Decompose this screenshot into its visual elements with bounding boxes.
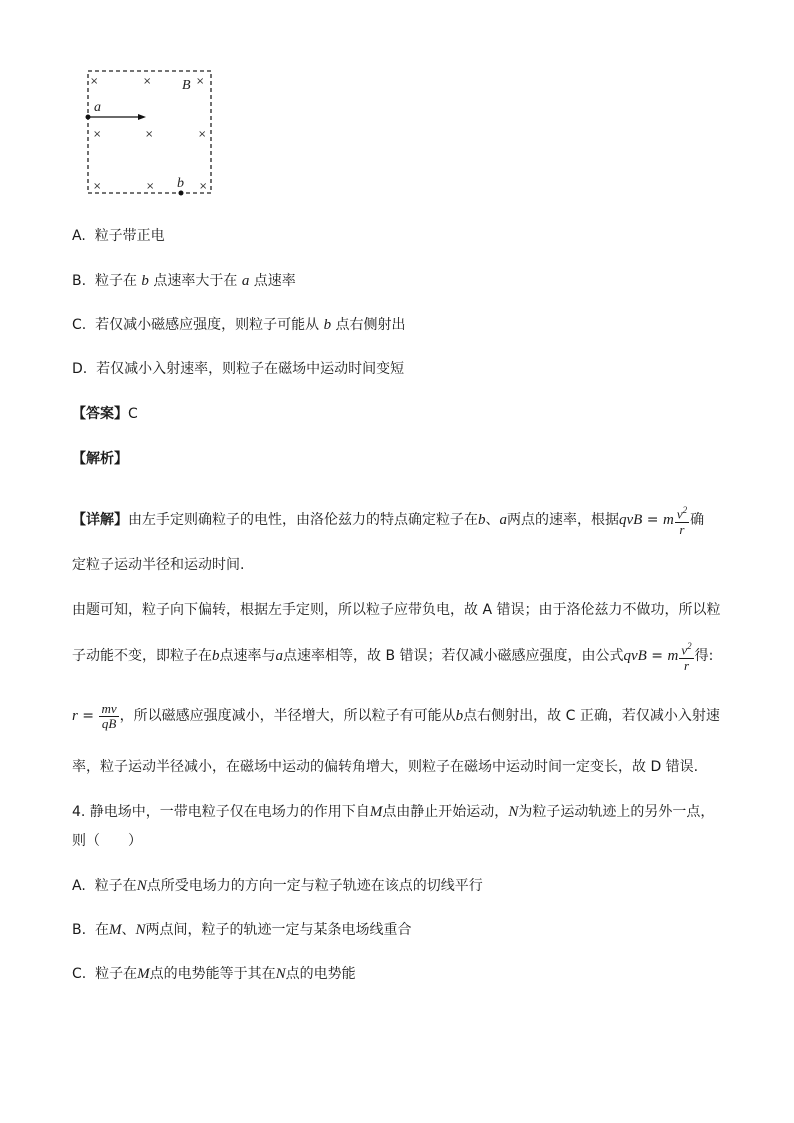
option-a: A. 粒子带正电 bbox=[72, 228, 165, 244]
q4-option-c: C. 粒子在M点的电势能等于其在N点的电势能 bbox=[72, 966, 356, 982]
detail-line-3: 由题可知，粒子向下偏转，根据左手定则，所以粒子应带负电，故 A 错误；由于洛伦兹力不做功，所以粒 bbox=[72, 602, 721, 618]
answer: 【答案】C bbox=[72, 406, 138, 422]
option-c: C. 若仅减小磁感应强度，则粒子可能从 b 点右侧射出 bbox=[72, 317, 406, 333]
formula-fraction: $\frac{v^2}{r}$ bbox=[676, 505, 688, 537]
point-b-dot bbox=[179, 191, 184, 196]
field-label: B bbox=[182, 78, 191, 93]
q4-option-b: B. 在M、N两点间，粒子的轨迹一定与某条电场线重合 bbox=[72, 922, 412, 938]
field-cross: × bbox=[199, 181, 208, 192]
detail-line-5: r = $\frac{mv}{qB}$ ，所以磁感应强度减小，半径增大，所以粒子有可能从b点右侧射出，故 C 正确，若仅减小入射速 bbox=[72, 700, 720, 731]
detail-line-2: 定粒子运动半径和运动时间. bbox=[72, 557, 245, 573]
question4-stem-cont: 则（ ） bbox=[72, 833, 142, 849]
field-cross: × bbox=[143, 76, 152, 87]
magnetic-field-diagram bbox=[80, 64, 220, 200]
question4-stem: 4. 静电场中，一带电粒子仅在电场力的作用下自M点由静止开始运动，N为粒子运动轨迹上的另外一点， bbox=[72, 804, 715, 820]
field-cross: × bbox=[93, 181, 102, 192]
analysis-label: 【解析】 bbox=[72, 451, 128, 467]
option-b: B. 粒子在 b 点速率大于在 a 点速率 bbox=[72, 273, 296, 289]
radius-fraction: $\frac{mv}{qB}$ bbox=[101, 700, 117, 731]
option-d: D. 若仅减小入射速率，则粒子在磁场中运动时间变短 bbox=[72, 361, 405, 377]
field-cross: × bbox=[196, 76, 205, 87]
field-cross: × bbox=[90, 76, 99, 87]
detail-line-4: 子动能不变，即粒子在b点速率与a点速率相等，故 B 错误；若仅减小磁感应强度，由公式qvB = m $\frac{v^2}{r}$ 得: bbox=[72, 641, 714, 673]
field-cross: × bbox=[145, 129, 154, 140]
formula-fraction: $\frac{v^2}{r}$ bbox=[681, 641, 692, 673]
point-b-label: b bbox=[177, 176, 184, 191]
detail-line-6: 率，粒子运动半径减小，在磁场中运动的偏转角增大，则粒子在磁场中运动时间一定变长，故 D 错误. bbox=[72, 759, 699, 775]
velocity-arrowhead bbox=[138, 114, 146, 120]
point-a-label: a bbox=[94, 100, 101, 115]
detail-line-1: 【详解】由左手定则确粒子的电性，由洛伦兹力的特点确定粒子在b、a两点的速率，根据qvB = m $\frac{v^2}{r}$ 确 bbox=[72, 505, 705, 537]
field-cross: × bbox=[198, 129, 207, 140]
field-cross: × bbox=[93, 129, 102, 140]
field-cross: × bbox=[146, 181, 155, 192]
q4-option-a: A. 粒子在N点所受电场力的方向一定与粒子轨迹在该点的切线平行 bbox=[72, 878, 483, 894]
